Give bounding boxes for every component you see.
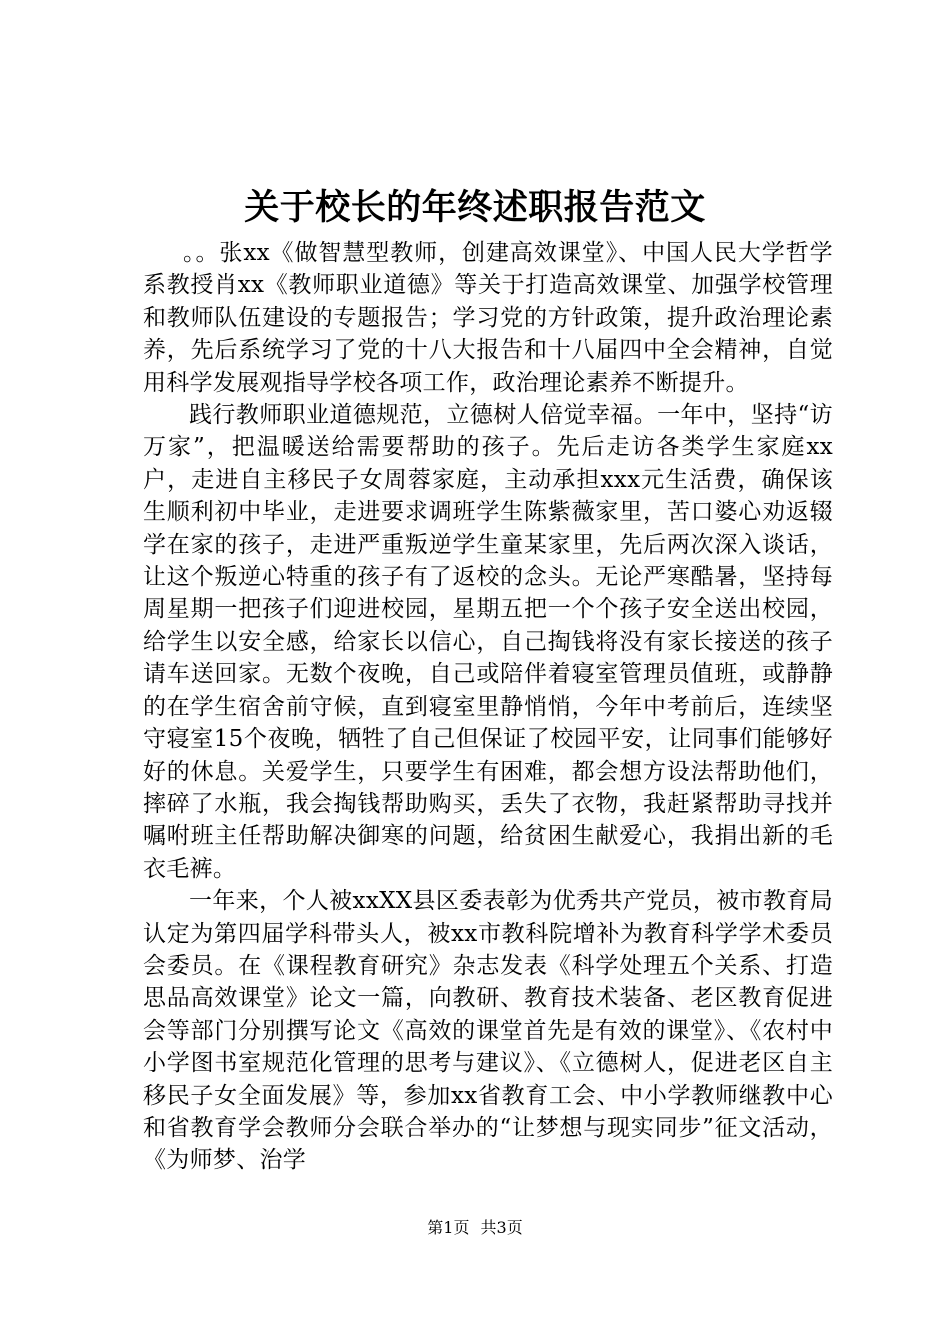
page-footer bbox=[0, 1216, 950, 1240]
document-body bbox=[143, 237, 833, 1177]
page-total: 共3页 bbox=[480, 1218, 523, 1237]
paragraph: 践行教师职业道德规范，立德树人倍觉幸福。一年中，坚持“访万家”，把温暖送给需要帮助的孩子。先后走访各类学生家庭xx户，走进自主移民子女周蓉家庭，主动承担xxx元生活费，确保该生顺利初中毕业，走进要求调班学生陈紫薇家里，苦口婆心劝返辍学在家的孩子，走进严重叛逆学生童某家里，先后两次深入谈话，让这个叛逆心特重的孩子有了返校的念头。无论严寒酷暑，坚持每周星期一把孩子们迎进校园，星期五把一个个孩子安全送出校园，给学生以安全感，给家长以信心，自己掏钱将没有家长接送的孩子请车送回家。无数个夜晚，自己或陪伴着寝室管理员值班，或静静的在学生宿舍前守候，直到寝室里静悄悄，今年中考前后，连续坚守寝室15个夜晚，牺牲了自己但保证了校园平安，让同事们能够好好的休息。关爱学生，只要学生有困难，都会想方设法帮助他们，摔碎了水瓶，我会掏钱帮助购买，丢失了衣物，我赶紧帮助寻找并嘱咐班主任帮助解决御寒的问题，给贫困生献爱心，我捐出新的毛衣毛裤。 bbox=[143, 402, 833, 882]
paragraph: 。。张xx《做智慧型教师，创建高效课堂》、中国人民大学哲学系教授肖xx《教师职业道德》等关于打造高效课堂、加强学校管理和教师队伍建设的专题报告；学习党的方针政策，提升政治理论素养，先后系统学习了党的十八大报告和十八届四中全会精神，自觉用科学发展观指导学校各项工作，政治理论素养不断提升。 bbox=[143, 240, 833, 396]
page-number: 第1页 bbox=[427, 1218, 470, 1237]
document-title: 关于校长的年终述职报告范文 bbox=[244, 187, 706, 228]
paragraph: 一年来，个人被xxXX县区委表彰为优秀共产党员，被市教育局认定为第四届学科带头人，被xx市教科院增补为教育科学学术委员会委员。在《课程教育研究》杂志发表《科学处理五个关系、打造思品高效课堂》论文一篇，向教研、教育技术装备、老区教育促进会等部门分别撰写论文《高效的课堂首先是有效的课堂》、《农村中小学图书室规范化管理的思考与建议》、《立德树人，促进老区自主移民子女全面发展》等，参加xx省教育工会、中小学教师继教中心和省教育学会教师分会联合举办的“让梦想与现实同步”征文活动，《为师梦、治学 bbox=[143, 888, 833, 1174]
